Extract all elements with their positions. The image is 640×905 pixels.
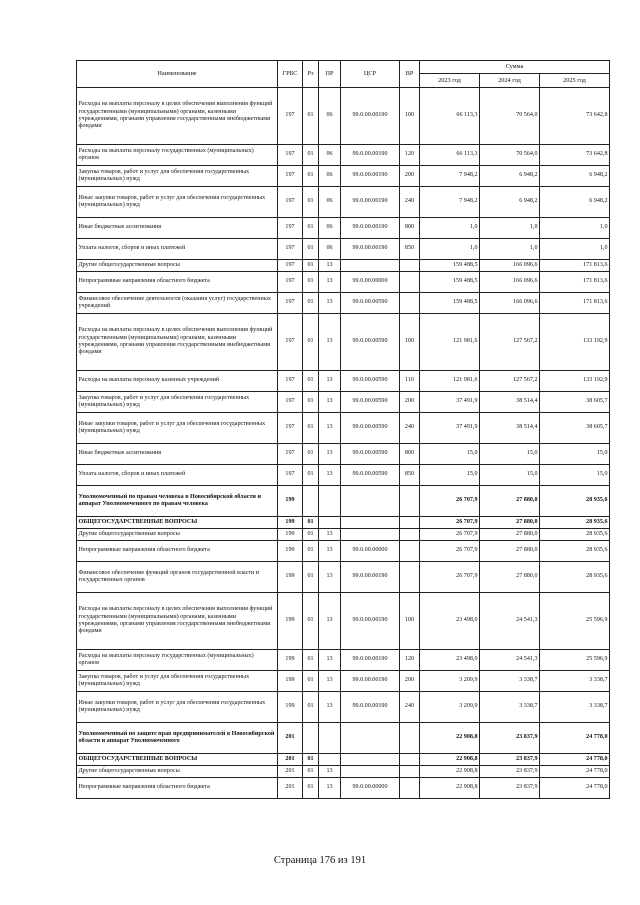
budget-table — [76, 60, 610, 799]
row-value-2025: 171 813,6 — [540, 293, 610, 314]
row-grbs: 199 — [278, 562, 303, 593]
row-name: Расходы на выплаты персоналу в целях обеспечения выполнения функций государственными (муниципальными) органами, казенными учреждениями, органами управления государственными внебюджетными фондами — [77, 88, 278, 145]
row-value-2025: 133 192,9 — [540, 371, 610, 392]
row-pr: 13 — [319, 692, 341, 723]
row-csr — [341, 260, 400, 272]
row-rz: 01 — [303, 541, 319, 562]
table-row — [77, 444, 610, 465]
row-grbs: 199 — [278, 541, 303, 562]
row-value-2023: 22 908,8 — [420, 778, 480, 799]
row-value-2023: 159 488,5 — [420, 272, 480, 293]
row-csr: 99.0.00.00590 — [341, 371, 400, 392]
row-csr: 99.0.00.00590 — [341, 392, 400, 413]
row-vr: 850 — [400, 239, 420, 260]
row-name: Другие общегосударственные вопросы — [77, 260, 278, 272]
row-vr — [400, 562, 420, 593]
col-header-pr: ПР — [319, 61, 341, 88]
table-row — [77, 754, 610, 766]
row-value-2025: 171 813,6 — [540, 260, 610, 272]
row-rz — [303, 723, 319, 754]
col-header-year-2023: 2023 год — [420, 74, 480, 88]
row-csr — [341, 754, 400, 766]
row-name: Расходы на выплаты персоналу в целях обеспечения выполнения функций государственными (муниципальными) органами, казенными учреждениями, органами управления государственными внебюджетными фондами — [77, 314, 278, 371]
table-row — [77, 187, 610, 218]
row-name: Непрограммные направления областного бюджета — [77, 272, 278, 293]
row-grbs: 197 — [278, 88, 303, 145]
row-rz: 01 — [303, 754, 319, 766]
row-value-2024: 166 096,6 — [480, 272, 540, 293]
row-csr: 99.0.00.00190 — [341, 166, 400, 187]
row-name: Другие общегосударственные вопросы — [77, 766, 278, 778]
row-value-2023: 37 491,9 — [420, 413, 480, 444]
table-row — [77, 541, 610, 562]
row-value-2024: 3 338,7 — [480, 671, 540, 692]
row-name: Уполномоченный по защите прав предпринимателей в Новосибирской области и аппарат Уполномоченного — [77, 723, 278, 754]
row-rz: 01 — [303, 517, 319, 529]
row-value-2023: 3 209,9 — [420, 671, 480, 692]
row-grbs: 201 — [278, 778, 303, 799]
row-value-2025: 73 642,8 — [540, 145, 610, 166]
row-value-2023: 23 498,0 — [420, 650, 480, 671]
table-row — [77, 392, 610, 413]
row-value-2023: 26 707,9 — [420, 541, 480, 562]
row-csr: 99.0.00.00590 — [341, 465, 400, 486]
table-row — [77, 593, 610, 650]
table-row — [77, 766, 610, 778]
row-value-2025: 28 935,6 — [540, 517, 610, 529]
row-vr — [400, 778, 420, 799]
row-name: Расходы на выплаты персоналу в целях обеспечения выполнения функций государственными (муниципальными) органами, казенными учреждениями, органами управления государственными внебюджетными фондами — [77, 593, 278, 650]
row-vr — [400, 766, 420, 778]
row-value-2023: 121 981,6 — [420, 314, 480, 371]
row-pr: 06 — [319, 88, 341, 145]
row-csr: 99.0.00.00190 — [341, 88, 400, 145]
row-name: Финансовое обеспечение функций органов государственной власти и государственных органов — [77, 562, 278, 593]
row-vr — [400, 541, 420, 562]
row-value-2023: 121 981,6 — [420, 371, 480, 392]
row-pr — [319, 723, 341, 754]
row-value-2023: 15,0 — [420, 465, 480, 486]
row-csr: 99.0.00.00190 — [341, 593, 400, 650]
row-pr: 13 — [319, 293, 341, 314]
row-vr: 240 — [400, 413, 420, 444]
row-value-2025: 25 596,9 — [540, 593, 610, 650]
row-pr: 13 — [319, 593, 341, 650]
row-value-2024: 23 837,9 — [480, 778, 540, 799]
row-value-2023: 22 908,8 — [420, 754, 480, 766]
row-value-2023: 1,0 — [420, 239, 480, 260]
row-value-2024: 27 880,0 — [480, 562, 540, 593]
row-value-2025: 6 948,2 — [540, 187, 610, 218]
row-csr: 99.0.00.00590 — [341, 314, 400, 371]
row-rz: 01 — [303, 371, 319, 392]
row-grbs: 197 — [278, 413, 303, 444]
row-value-2024: 38 514,4 — [480, 413, 540, 444]
row-value-2024: 3 338,7 — [480, 692, 540, 723]
row-value-2025: 1,0 — [540, 239, 610, 260]
row-rz: 01 — [303, 293, 319, 314]
row-vr: 200 — [400, 671, 420, 692]
table-row — [77, 486, 610, 517]
row-rz: 01 — [303, 187, 319, 218]
row-grbs: 197 — [278, 293, 303, 314]
row-value-2023: 15,0 — [420, 444, 480, 465]
row-value-2024: 15,0 — [480, 465, 540, 486]
table-row — [77, 671, 610, 692]
row-vr — [400, 272, 420, 293]
row-rz: 01 — [303, 145, 319, 166]
row-rz: 01 — [303, 218, 319, 239]
row-pr: 13 — [319, 444, 341, 465]
row-value-2024: 27 880,0 — [480, 517, 540, 529]
row-csr — [341, 723, 400, 754]
row-value-2023: 1,0 — [420, 218, 480, 239]
table-row — [77, 650, 610, 671]
row-rz: 01 — [303, 766, 319, 778]
row-name: Закупка товаров, работ и услуг для обеспечения государственных (муниципальных) нужд — [77, 392, 278, 413]
table-row — [77, 145, 610, 166]
row-grbs: 197 — [278, 260, 303, 272]
row-vr: 200 — [400, 166, 420, 187]
row-value-2024: 127 567,2 — [480, 314, 540, 371]
row-value-2025: 3 338,7 — [540, 692, 610, 723]
table-row — [77, 723, 610, 754]
row-rz: 01 — [303, 239, 319, 260]
row-value-2025: 171 813,6 — [540, 272, 610, 293]
row-name: Расходы на выплаты персоналу казенных учреждений — [77, 371, 278, 392]
row-grbs: 197 — [278, 314, 303, 371]
row-value-2025: 28 935,6 — [540, 486, 610, 517]
row-rz: 01 — [303, 88, 319, 145]
row-rz: 01 — [303, 671, 319, 692]
row-pr: 13 — [319, 766, 341, 778]
row-pr: 13 — [319, 371, 341, 392]
row-vr: 800 — [400, 218, 420, 239]
row-rz: 01 — [303, 593, 319, 650]
row-rz: 01 — [303, 692, 319, 723]
row-csr: 99.0.00.00590 — [341, 444, 400, 465]
row-name: Уплата налогов, сборов и иных платежей — [77, 465, 278, 486]
row-value-2024: 24 541,3 — [480, 650, 540, 671]
row-rz: 01 — [303, 650, 319, 671]
row-rz: 01 — [303, 413, 319, 444]
row-name: Расходы на выплаты персоналу государственных (муниципальных) органов — [77, 145, 278, 166]
row-value-2024: 38 514,4 — [480, 392, 540, 413]
row-grbs: 197 — [278, 272, 303, 293]
row-pr — [319, 486, 341, 517]
row-pr: 06 — [319, 187, 341, 218]
row-value-2023: 3 209,9 — [420, 692, 480, 723]
row-pr: 13 — [319, 541, 341, 562]
row-pr: 06 — [319, 218, 341, 239]
row-value-2023: 23 498,0 — [420, 593, 480, 650]
row-vr: 850 — [400, 465, 420, 486]
row-value-2025: 15,0 — [540, 465, 610, 486]
col-header-vr: ВР — [400, 61, 420, 88]
row-value-2025: 24 778,0 — [540, 754, 610, 766]
row-rz: 01 — [303, 778, 319, 799]
row-grbs: 199 — [278, 529, 303, 541]
col-header-rz: Рз — [303, 61, 319, 88]
row-value-2023: 7 948,2 — [420, 166, 480, 187]
row-value-2023: 26 707,9 — [420, 562, 480, 593]
row-grbs: 197 — [278, 166, 303, 187]
row-rz: 01 — [303, 529, 319, 541]
table-row — [77, 517, 610, 529]
row-value-2023: 66 113,3 — [420, 88, 480, 145]
row-vr: 120 — [400, 650, 420, 671]
row-vr: 200 — [400, 392, 420, 413]
row-name: Иные бюджетные ассигнования — [77, 218, 278, 239]
row-grbs: 199 — [278, 517, 303, 529]
table-row — [77, 88, 610, 145]
row-pr — [319, 517, 341, 529]
row-value-2025: 3 338,7 — [540, 671, 610, 692]
row-value-2025: 28 935,6 — [540, 562, 610, 593]
row-rz — [303, 486, 319, 517]
row-pr: 13 — [319, 260, 341, 272]
row-grbs: 197 — [278, 145, 303, 166]
row-value-2025: 25 596,9 — [540, 650, 610, 671]
row-value-2023: 22 908,8 — [420, 723, 480, 754]
row-vr — [400, 754, 420, 766]
row-value-2024: 15,0 — [480, 444, 540, 465]
row-csr: 99.0.00.00190 — [341, 187, 400, 218]
row-name: ОБЩЕГОСУДАРСТВЕННЫЕ ВОПРОСЫ — [77, 517, 278, 529]
row-vr — [400, 293, 420, 314]
row-pr: 13 — [319, 413, 341, 444]
row-value-2024: 6 948,2 — [480, 187, 540, 218]
row-value-2025: 24 778,0 — [540, 778, 610, 799]
table-row — [77, 260, 610, 272]
row-value-2023: 66 113,3 — [420, 145, 480, 166]
row-value-2024: 70 564,0 — [480, 145, 540, 166]
row-grbs: 197 — [278, 371, 303, 392]
col-header-grbs: ГРБС — [278, 61, 303, 88]
row-vr: 110 — [400, 371, 420, 392]
row-vr: 120 — [400, 145, 420, 166]
row-csr: 99.0.00.00190 — [341, 218, 400, 239]
row-rz: 01 — [303, 272, 319, 293]
row-csr: 99.0.00.00190 — [341, 692, 400, 723]
row-value-2023: 7 948,2 — [420, 187, 480, 218]
row-vr: 100 — [400, 593, 420, 650]
row-csr: 99.0.00.00190 — [341, 562, 400, 593]
row-rz: 01 — [303, 562, 319, 593]
row-value-2023: 26 707,9 — [420, 517, 480, 529]
row-value-2023: 26 707,9 — [420, 529, 480, 541]
row-value-2025: 28 935,6 — [540, 529, 610, 541]
row-pr: 13 — [319, 650, 341, 671]
table-row — [77, 529, 610, 541]
row-grbs: 197 — [278, 239, 303, 260]
row-csr — [341, 486, 400, 517]
row-grbs: 197 — [278, 444, 303, 465]
row-grbs: 197 — [278, 465, 303, 486]
row-pr: 13 — [319, 671, 341, 692]
row-grbs: 199 — [278, 671, 303, 692]
row-value-2024: 27 880,0 — [480, 529, 540, 541]
table-row — [77, 239, 610, 260]
row-value-2024: 27 880,0 — [480, 541, 540, 562]
row-value-2025: 6 948,2 — [540, 166, 610, 187]
row-value-2025: 73 642,8 — [540, 88, 610, 145]
row-csr: 99.0.00.00190 — [341, 650, 400, 671]
row-value-2025: 24 778,0 — [540, 766, 610, 778]
row-csr — [341, 529, 400, 541]
row-pr: 13 — [319, 778, 341, 799]
row-grbs: 197 — [278, 392, 303, 413]
row-csr: 99.0.00.00190 — [341, 145, 400, 166]
row-name: Финансовое обеспечение деятельности (оказания услуг) государственных учреждений — [77, 293, 278, 314]
row-pr: 06 — [319, 145, 341, 166]
row-rz: 01 — [303, 465, 319, 486]
table-row — [77, 413, 610, 444]
row-pr: 06 — [319, 166, 341, 187]
row-csr: 99.0.00.00590 — [341, 293, 400, 314]
row-value-2024: 70 564,0 — [480, 88, 540, 145]
row-vr: 100 — [400, 314, 420, 371]
row-grbs: 197 — [278, 218, 303, 239]
row-rz: 01 — [303, 166, 319, 187]
table-row — [77, 371, 610, 392]
table-header — [77, 61, 610, 88]
row-pr: 13 — [319, 392, 341, 413]
row-grbs: 201 — [278, 754, 303, 766]
row-vr — [400, 260, 420, 272]
row-csr — [341, 766, 400, 778]
row-value-2025: 1,0 — [540, 218, 610, 239]
row-grbs: 197 — [278, 187, 303, 218]
row-pr: 13 — [319, 314, 341, 371]
table-row — [77, 293, 610, 314]
row-csr: 99.0.00.00190 — [341, 239, 400, 260]
row-vr — [400, 517, 420, 529]
row-name: Уполномоченный по правам человека в Новосибирской области и аппарат Уполномоченного по правам человека — [77, 486, 278, 517]
row-value-2024: 24 541,3 — [480, 593, 540, 650]
row-value-2024: 1,0 — [480, 239, 540, 260]
row-vr: 800 — [400, 444, 420, 465]
row-grbs: 199 — [278, 593, 303, 650]
row-pr — [319, 754, 341, 766]
row-name: Закупка товаров, работ и услуг для обеспечения государственных (муниципальных) нужд — [77, 671, 278, 692]
row-vr: 100 — [400, 88, 420, 145]
row-value-2023: 159 488,5 — [420, 293, 480, 314]
row-csr: 99.0.00.00000 — [341, 778, 400, 799]
row-name: Иные бюджетные ассигнования — [77, 444, 278, 465]
row-name: Иные закупки товаров, работ и услуг для обеспечения государственных (муниципальных) нужд — [77, 187, 278, 218]
row-csr: 99.0.00.00590 — [341, 413, 400, 444]
row-rz: 01 — [303, 260, 319, 272]
table-row — [77, 314, 610, 371]
row-value-2023: 37 491,9 — [420, 392, 480, 413]
row-rz: 01 — [303, 314, 319, 371]
row-value-2023: 159 488,5 — [420, 260, 480, 272]
row-value-2024: 23 837,9 — [480, 754, 540, 766]
table-row — [77, 166, 610, 187]
row-pr: 06 — [319, 239, 341, 260]
row-vr — [400, 486, 420, 517]
table-row — [77, 465, 610, 486]
row-grbs: 201 — [278, 723, 303, 754]
row-value-2023: 26 707,9 — [420, 486, 480, 517]
row-grbs: 201 — [278, 766, 303, 778]
row-csr: 99.0.00.00190 — [341, 671, 400, 692]
row-value-2025: 38 605,7 — [540, 413, 610, 444]
row-name: Уплата налогов, сборов и иных платежей — [77, 239, 278, 260]
row-value-2024: 166 096,6 — [480, 293, 540, 314]
row-value-2024: 23 837,9 — [480, 766, 540, 778]
page-number: Страница 176 из 191 — [273, 855, 367, 866]
row-rz: 01 — [303, 392, 319, 413]
row-value-2024: 1,0 — [480, 218, 540, 239]
row-name: Непрограммные направления областного бюджета — [77, 778, 278, 799]
row-vr — [400, 723, 420, 754]
row-csr: 99.0.00.00000 — [341, 541, 400, 562]
row-name: Расходы на выплаты персоналу государственных (муниципальных) органов — [77, 650, 278, 671]
row-rz: 01 — [303, 444, 319, 465]
row-csr — [341, 517, 400, 529]
row-grbs: 199 — [278, 692, 303, 723]
row-grbs: 199 — [278, 486, 303, 517]
row-grbs: 199 — [278, 650, 303, 671]
row-value-2025: 28 935,6 — [540, 541, 610, 562]
row-value-2024: 166 096,6 — [480, 260, 540, 272]
row-vr — [400, 529, 420, 541]
table-row — [77, 692, 610, 723]
col-header-csr: ЦСР — [341, 61, 400, 88]
row-value-2024: 6 948,2 — [480, 166, 540, 187]
row-name: Иные закупки товаров, работ и услуг для обеспечения государственных (муниципальных) нужд — [77, 413, 278, 444]
row-value-2025: 15,0 — [540, 444, 610, 465]
row-name: Другие общегосударственные вопросы — [77, 529, 278, 541]
table-row — [77, 778, 610, 799]
row-name: Непрограммные направления областного бюджета — [77, 541, 278, 562]
row-value-2025: 24 778,0 — [540, 723, 610, 754]
col-header-year-2024: 2024 год — [480, 74, 540, 88]
col-header-sum: Сумма — [420, 61, 610, 74]
row-vr: 240 — [400, 187, 420, 218]
row-pr: 13 — [319, 272, 341, 293]
row-vr: 240 — [400, 692, 420, 723]
row-value-2025: 133 192,9 — [540, 314, 610, 371]
row-name: Иные закупки товаров, работ и услуг для обеспечения государственных (муниципальных) нужд — [77, 692, 278, 723]
row-value-2024: 127 567,2 — [480, 371, 540, 392]
col-header-name: Наименование — [77, 61, 278, 88]
table-row — [77, 562, 610, 593]
row-pr: 13 — [319, 529, 341, 541]
row-pr: 13 — [319, 562, 341, 593]
row-value-2024: 27 880,0 — [480, 486, 540, 517]
table-body — [77, 88, 610, 799]
table-row — [77, 218, 610, 239]
row-pr: 13 — [319, 465, 341, 486]
row-name: ОБЩЕГОСУДАРСТВЕННЫЕ ВОПРОСЫ — [77, 754, 278, 766]
row-csr: 99.0.00.00000 — [341, 272, 400, 293]
row-value-2025: 38 605,7 — [540, 392, 610, 413]
row-value-2023: 22 908,8 — [420, 766, 480, 778]
table-row — [77, 272, 610, 293]
row-name: Закупка товаров, работ и услуг для обеспечения государственных (муниципальных) нужд — [77, 166, 278, 187]
col-header-year-2025: 2025 год — [540, 74, 610, 88]
row-value-2024: 23 837,9 — [480, 723, 540, 754]
